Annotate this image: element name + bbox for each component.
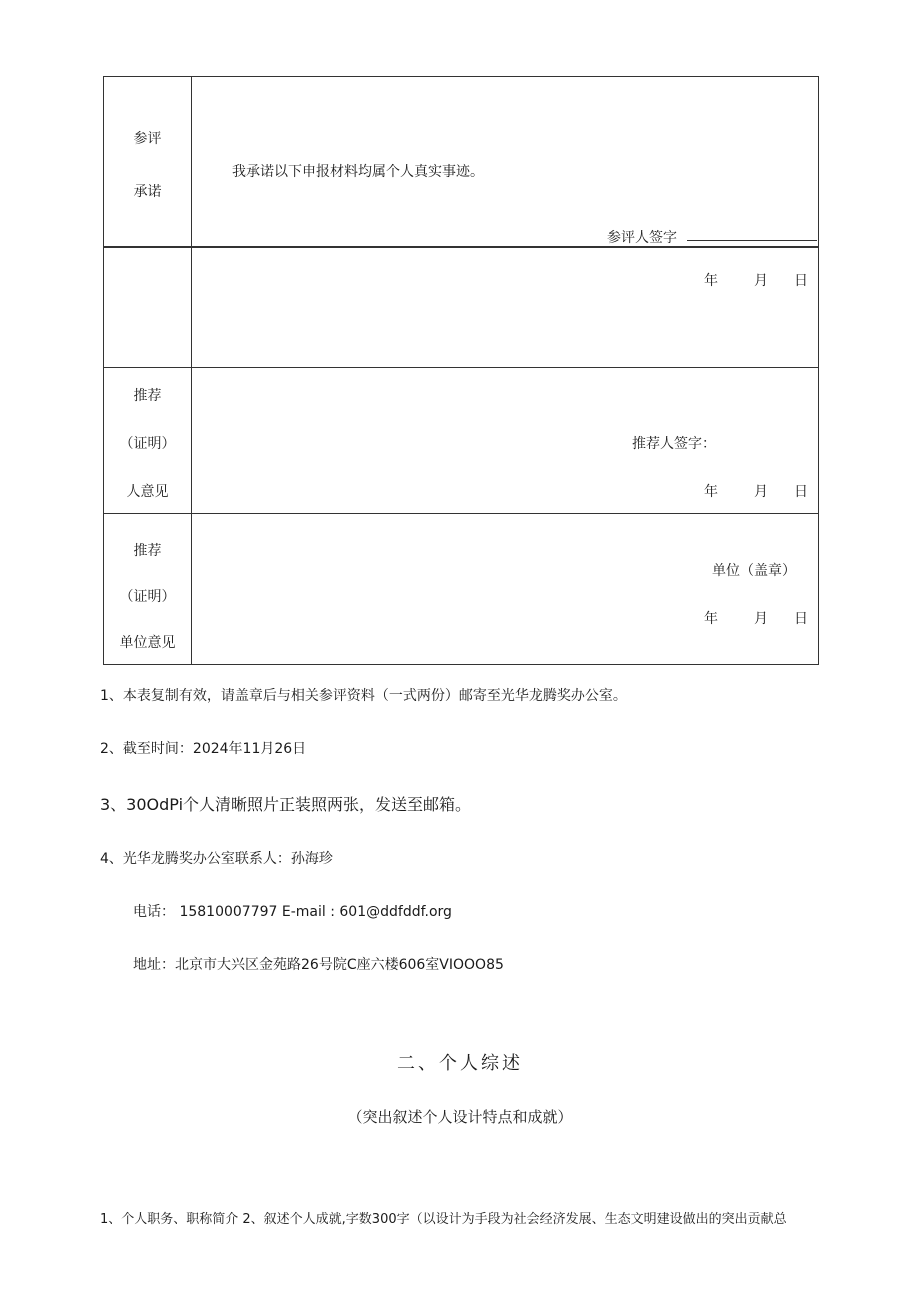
- unit-label-line1: 推荐: [133, 543, 162, 559]
- unit-label-line2: （证明）: [119, 589, 176, 605]
- unit-label-line3: 单位意见: [119, 635, 176, 651]
- commitment-date-year: 年: [704, 273, 718, 289]
- commitment-statement: 我承诺以下申报材料均属个人真实事迹。: [232, 164, 484, 180]
- contact-address: 地址：北京市大兴区金苑路26号院C座六楼606室VIOOO85: [133, 957, 504, 973]
- recommender-label-line1: 推荐: [133, 388, 162, 404]
- recommender-date-month: 月: [754, 484, 768, 500]
- commitment-date-day: 日: [794, 273, 808, 289]
- recommender-label-line3: 人意见: [126, 484, 169, 500]
- application-form-table: [103, 76, 819, 665]
- unit-date-day: 日: [794, 611, 808, 627]
- commitment-signature-label: 参评人签字: [607, 230, 677, 246]
- note-1: 1、本表复制有效，请盖章后与相关参评资料（一式两份）邮寄至光华龙腾奖办公室。: [100, 688, 627, 704]
- commitment-label-line2: 承诺: [133, 184, 162, 200]
- unit-seal-label: 单位（盖章）: [712, 563, 796, 579]
- unit-date-year: 年: [704, 611, 718, 627]
- commitment-signature-line[interactable]: [687, 240, 817, 241]
- commitment-label-line1: 参评: [133, 131, 162, 147]
- unit-date-month: 月: [754, 611, 768, 627]
- contact-phone-email: 电话： 15810007797 E-mail : 601@ddfddf.org: [133, 904, 452, 920]
- recommending-unit-row: [104, 514, 818, 664]
- section-subheading: （突出叙述个人设计特点和成就）: [347, 1108, 573, 1126]
- note-2: 2、截至时间：2024年11月26日: [100, 741, 307, 757]
- recommender-date-day: 日: [794, 484, 808, 500]
- commitment-row: [104, 77, 818, 248]
- note-4: 4、光华龙腾奖办公室联系人：孙海珍: [100, 851, 333, 867]
- recommender-opinion-row: [104, 368, 818, 514]
- commitment-date-row: [104, 248, 818, 368]
- recommender-signature-label: 推荐人签字：: [632, 436, 716, 452]
- commitment-date-month: 月: [754, 273, 768, 289]
- section-body-text: 1、个人职务、职称简介 2、叙述个人成就,字数300字（以设计为手段为社会经济发展、生态文明建设做出的突出贡献总: [100, 1212, 787, 1227]
- section-heading: 二、个人综述: [397, 1053, 523, 1074]
- recommender-label-line2: （证明）: [119, 436, 176, 452]
- recommender-date-year: 年: [704, 484, 718, 500]
- note-3: 3、30OdPi个人清晰照片正装照两张，发送至邮箱。: [100, 795, 472, 814]
